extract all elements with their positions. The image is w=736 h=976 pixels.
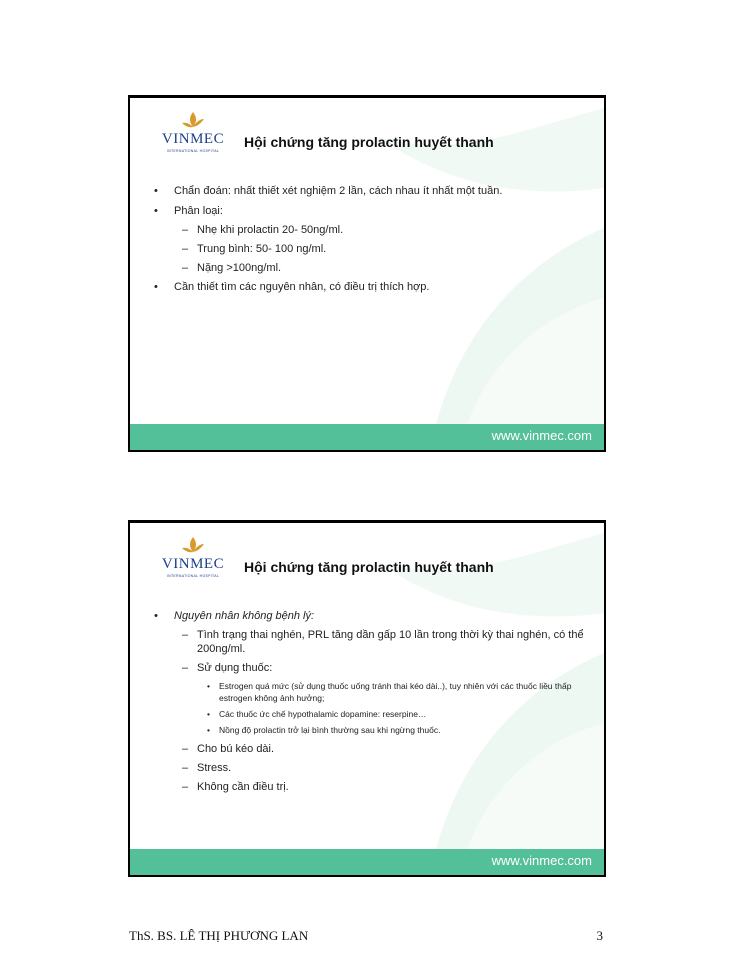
logo-subtitle: INTERNATIONAL HOSPITAL <box>166 149 220 153</box>
slide-footer-bar <box>130 849 604 875</box>
bullet-find-causes: • Cần thiết tìm các nguyên nhân, có điều trị thích hợp. <box>152 280 592 294</box>
sub-sub-bullet-estrogen: • Estrogen quá mức (sử dụng thuốc uống tránh thai kéo dài..), tuy nhiên với các thuốc liều thấp estrogen không ảnh hưởng; <box>152 680 592 704</box>
sub-bullet-moderate: – Trung bình: 50- 100 ng/ml. <box>152 242 592 256</box>
logo-wordmark: VINMEC <box>161 556 225 572</box>
vinmec-logo-bird-icon <box>180 536 206 556</box>
vinmec-logo <box>158 536 228 580</box>
sub-bullet-severe: – Nặng >100ng/ml. <box>152 261 592 275</box>
sub-sub-bullet-prolactin-normalizes: • Nồng độ prolactin trở lại bình thường sau khi ngừng thuốc. <box>152 724 592 736</box>
slide-2 <box>128 520 606 877</box>
logo-wordmark: VINMEC <box>161 131 225 147</box>
slide-title: Hội chứng tăng prolactin huyết thanh <box>244 559 494 575</box>
footer-url: www.vinmec.com <box>491 853 592 868</box>
sub-bullet-mild: – Nhẹ khi prolactin 20- 50ng/ml. <box>152 223 592 237</box>
vinmec-logo-bird-icon <box>180 111 206 131</box>
sub-bullet-no-treatment: – Không cần điều trị. <box>152 780 592 794</box>
sub-bullet-pregnancy: – Tình trạng thai nghén, PRL tăng dần gấp 10 lần trong thời kỳ thai nghén, có thể 200ng/ml. <box>152 628 592 656</box>
author-name: ThS. BS. LÊ THỊ PHƯƠNG LAN <box>129 928 309 943</box>
slide-title: Hội chứng tăng prolactin huyết thanh <box>244 134 494 150</box>
slide-footer-bar <box>130 424 604 450</box>
bullet-non-pathological-causes: • Nguyên nhân không bệnh lý: <box>152 609 592 623</box>
sub-sub-bullet-dopamine-inhibitors: • Các thuốc ức chế hypothalamic dopamine: reserpine… <box>152 708 592 720</box>
sub-bullet-drug-use: – Sử dụng thuốc: <box>152 661 592 675</box>
footer-url: www.vinmec.com <box>491 428 592 443</box>
logo-subtitle: INTERNATIONAL HOSPITAL <box>166 574 220 578</box>
slide-content <box>152 609 592 799</box>
sub-bullet-stress: – Stress. <box>152 761 592 775</box>
bullet-classification: • Phân loại: <box>152 204 592 218</box>
slide-content <box>152 184 592 300</box>
slide-1 <box>128 95 606 452</box>
sub-bullet-breastfeeding: – Cho bú kéo dài. <box>152 742 592 756</box>
page-number: 3 <box>596 928 603 943</box>
bullet-diagnosis: • Chẩn đoán: nhất thiết xét nghiệm 2 lần, cách nhau ít nhất một tuần. <box>152 184 592 198</box>
vinmec-logo <box>158 111 228 155</box>
